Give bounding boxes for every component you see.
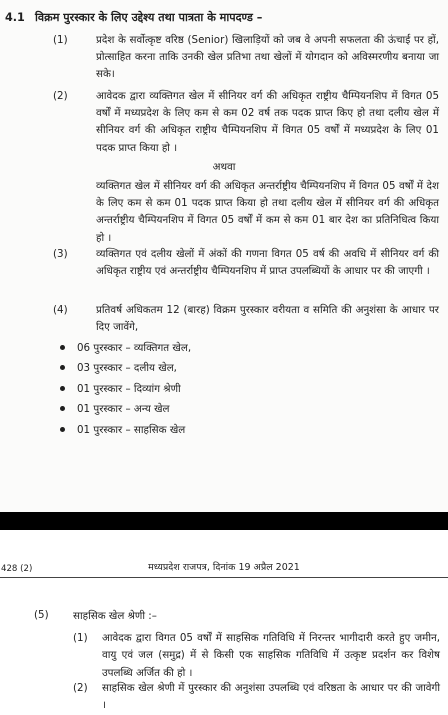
bullet-icon [60, 386, 65, 391]
bullet-icon [60, 345, 65, 350]
item-number: (3) [53, 248, 68, 260]
bullet-icon [60, 427, 65, 432]
section5-number: (5) [34, 609, 49, 621]
item-text: आवेदक द्वारा विगत 05 वर्षों में साहसिक गतिविधि में निरन्तर भागीदारी करते हुए जमीन, वायु एवं जल (समुद्र) में से किसी एक साहसिक गतिविधि में उत्कृष्ट प्रदर्शन कर विशेष उपलब्धि अर्जित की हो । [102, 632, 440, 679]
header-rule [0, 577, 448, 578]
list-item: 06 पुरस्कार – व्यक्तिगत खेल, [60, 338, 191, 358]
item-text: प्रतिवर्ष अधिकतम 12 (बारह) विक्रम पुरस्कार वरीयता व समिति की अनुशंसा के आधार पर दिए जावेंगे, [96, 304, 439, 334]
list-item: 01 पुरस्कार – साहसिक खेल [60, 420, 191, 440]
list-item: 01 पुरस्कार – दिव्यांग श्रेणी [60, 379, 191, 399]
or-separator: अथवा [212, 161, 236, 173]
gazette-header: मध्यप्रदेश राजपत्र, दिनांक 19 अप्रैल 2021 [148, 562, 300, 573]
item-text: आवेदक द्वारा व्यक्तिगत खेल में सीनियर वर्ग की अधिकृत राष्ट्रीय चैम्पियनशिप में विगत 05 वर्षों में मध्यप्रदेश के लिए कम से कम 02 वर्ष तक पदक प्राप्त किए हो तथा दलीय खेल में सीनियर वर्ग की अधिकृत राष्ट्रीय चैम्पियनशिप में विगत 05 वर्षों में मध्यप्रदेश के लिए 01 पदक प्राप्त किया हो । [96, 90, 439, 154]
page-number: 428 (2) [1, 564, 33, 574]
item-text: साहसिक खेल श्रेणी में पुरस्कार की अनुशंसा उपलब्धि एवं वरिष्ठता के आधार पर की जावेगी । [102, 682, 440, 712]
item-number: (2) [73, 682, 88, 694]
item-text: प्रदेश के सर्वोत्कृष्ट वरिष्ठ (Senior) खिलाड़ियों को जब वे अपनी सफलता की ऊंचाई पर हों, प्रोत्साहित करना ताकि उनकी खेल प्रतिभा तथा खेलों में योगदान को अविस्मरणीय बनाया जा सके। [96, 34, 439, 81]
list-item: 03 पुरस्कार – दलीय खेल, [60, 358, 191, 378]
item-number: (1) [73, 632, 88, 644]
alternate-criteria: व्यक्तिगत खेल में सीनियर वर्ग की अधिकृत अन्तर्राष्ट्रीय चैम्पियनशिप में विगत 05 वर्षों में देश के लिए कम से कम 01 पदक प्राप्त किया हो तथा दलीय खेल में सीनियर वर्ग की अधिकृत अन्तर्राष्ट्रीय चैम्पियनशिप में विगत 05 वर्षों में कम से कम 01 बार देश का प्रतिनिधित्व किया हो । [96, 180, 439, 244]
item-number: (1) [53, 34, 68, 46]
award-distribution-list [60, 338, 191, 440]
item-number: (4) [53, 304, 68, 316]
bullet-icon [60, 406, 65, 411]
list-item: 01 पुरस्कार – अन्य खेल [60, 399, 191, 419]
gazette-page-lower [0, 530, 448, 712]
section-heading [5, 10, 442, 25]
section5-title: साहसिक खेल श्रेणी :– [73, 610, 157, 622]
page-break-bar [0, 512, 448, 530]
item-text: व्यक्तिगत एवं दलीय खेलों में अंकों की गणना विगत 05 वर्ष की अवधि में सीनियर वर्ग की अधिकृत राष्ट्रीय एवं अन्तर्राष्ट्रीय चैम्पियनशिप में प्राप्त उपलब्धियों के आधार पर की जाएगी । [96, 248, 439, 278]
section-title: विक्रम पुरस्कार के लिए उद्देश्य तथा पात्रता के मापदण्ड – [35, 11, 263, 24]
bullet-icon [60, 365, 65, 370]
item-number: (2) [53, 90, 68, 102]
section-number: 4.1 [5, 11, 25, 24]
